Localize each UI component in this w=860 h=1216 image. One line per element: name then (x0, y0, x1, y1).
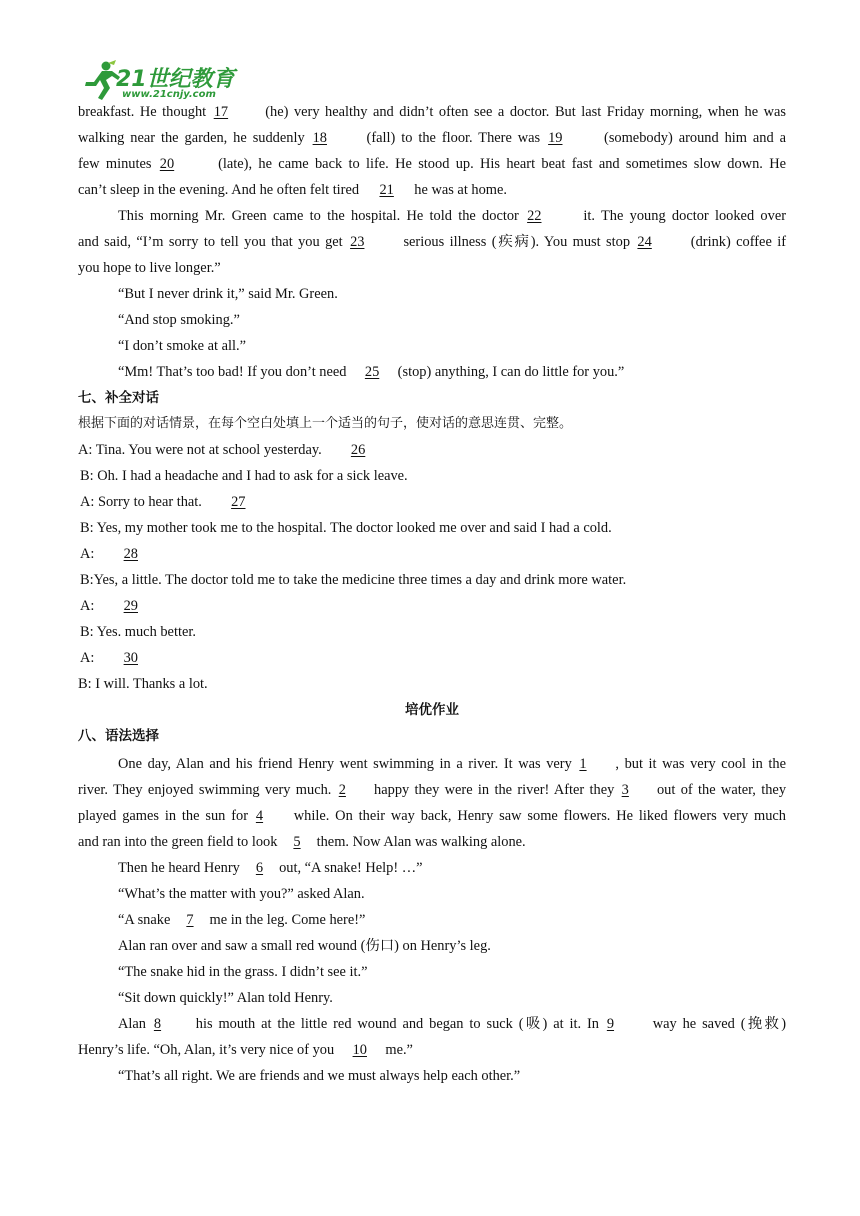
passage-line: Alan ran over and saw a small red wound (伤口) on Henry’s leg. (118, 938, 491, 954)
passage-line: “Sit down quickly!” Alan told Henry. (118, 990, 333, 1006)
answer-blank: 20 (159, 156, 175, 172)
passage-line: few minutes 20 (late), he came back to life. He stood up. His heart beat fast and sometimes slow down. He (78, 151, 786, 177)
answer-blank: 27 (231, 494, 246, 510)
dialogue-line: B: Yes. much better. (80, 624, 196, 640)
passage-line: “What’s the matter with you?” asked Alan. (118, 886, 365, 902)
answer-blank: 18 (312, 130, 327, 146)
passage-line: can’t sleep in the evening. And he often felt tired 21 he was at home. (78, 177, 786, 203)
logo-url-text: www.21cnjy.com (122, 89, 216, 100)
answer-blank: 24 (637, 234, 652, 250)
dialogue-line: B: Yes, my mother took me to the hospital. The doctor looked me over and said I had a cold. (80, 520, 612, 536)
passage-line: Henry’s life. “Oh, Alan, it’s very nice of you 10 me.” (78, 1037, 786, 1063)
answer-blank: 19 (548, 130, 563, 146)
answer-blank: 29 (123, 598, 138, 614)
answer-blank: 6 (255, 860, 264, 876)
dialogue-line: A: 30 (78, 645, 786, 671)
passage-line: breakfast. He thought 17 (he) very healthy and didn’t often see a doctor. But last Friday morning, when he was (78, 99, 786, 125)
passage-line: “A snake 7 me in the leg. Come here!” (78, 907, 786, 933)
answer-blank: 2 (338, 782, 346, 798)
answer-blank: 4 (255, 808, 264, 824)
document-body (78, 99, 786, 1089)
answer-blank: 17 (213, 104, 229, 120)
passage-line: “That’s all right. We are friends and we must always help each other.” (118, 1068, 521, 1084)
passage-line: played games in the sun for 4 while. On their way back, Henry saw some flowers. He liked flowers very much (78, 803, 786, 829)
dialogue-line: A: Tina. You were not at school yesterday. 26 (78, 437, 786, 463)
passage-line: “Mm! That’s too bad! If you don’t need 25 (stop) anything, I can do little for you.” (78, 359, 786, 385)
passage-line: walking near the garden, he suddenly 18 (fall) to the floor. There was 19 (somebody) around him and a (78, 125, 786, 151)
answer-blank: 9 (606, 1016, 615, 1032)
dialogue-line: A: Sorry to hear that. 27 (78, 489, 786, 515)
section-heading: 七、补全对话 (78, 390, 159, 406)
passage-line: This morning Mr. Green came to the hospital. He told the doctor 22 it. The young doctor looked over (78, 203, 786, 229)
page-subtitle: 培优作业 (405, 702, 459, 718)
passage-line: “The snake hid in the grass. I didn’t see it.” (118, 964, 368, 980)
dialogue-line: B: I will. Thanks a lot. (78, 676, 208, 692)
answer-blank: 28 (123, 546, 138, 562)
dialogue-line: A: 28 (78, 541, 786, 567)
answer-blank: 26 (350, 442, 366, 458)
passage-line: river. They enjoyed swimming very much. 2 happy they were in the river! After they 3 out of the water, they (78, 777, 786, 803)
passage-line: Then he heard Henry 6 out, “A snake! Help! …” (78, 855, 786, 881)
section-heading: 八、语法选择 (78, 728, 159, 744)
answer-blank: 21 (379, 182, 394, 198)
passage-line: and ran into the green field to look 5 them. Now Alan was walking alone. (78, 829, 786, 855)
passage-line: “I don’t smoke at all.” (118, 338, 247, 354)
passage-line: Alan 8 his mouth at the little red wound and began to suck (吸) at it. In 9 way he saved (挽救) (78, 1011, 786, 1037)
dialogue-line: A: 29 (78, 593, 786, 619)
passage-line: “And stop smoking.” (118, 312, 240, 328)
answer-blank: 5 (293, 834, 301, 850)
answer-blank: 7 (186, 912, 194, 928)
passage-line: “But I never drink it,” said Mr. Green. (118, 286, 338, 302)
dialogue-line: B: Oh. I had a headache and I had to ask for a sick leave. (80, 468, 408, 484)
answer-blank: 22 (527, 208, 542, 224)
dialogue-line: B:Yes, a little. The doctor told me to take the medicine three times a day and drink more water. (80, 572, 627, 588)
answer-blank: 30 (123, 650, 138, 666)
answer-blank: 1 (579, 756, 587, 772)
answer-blank: 3 (621, 782, 629, 798)
answer-blank: 10 (352, 1042, 367, 1058)
answer-blank: 23 (350, 234, 365, 250)
logo-brand-text: 21世纪教育 (116, 67, 235, 92)
section-instruction: 根据下面的对话情景，在每个空白处填上一个适当的句子，使对话的意思连贯、完整。 (78, 416, 573, 431)
answer-blank: 8 (153, 1016, 162, 1032)
passage-line: you hope to live longer.” (78, 260, 221, 276)
passage-line: and said, “I’m sorry to tell you that you get 23 serious illness (疾病). You must stop 24 (drink) coffee if (78, 229, 786, 255)
passage-line: One day, Alan and his friend Henry went swimming in a river. It was very 1 , but it was very cool in the (78, 751, 786, 777)
answer-blank: 25 (364, 364, 380, 380)
